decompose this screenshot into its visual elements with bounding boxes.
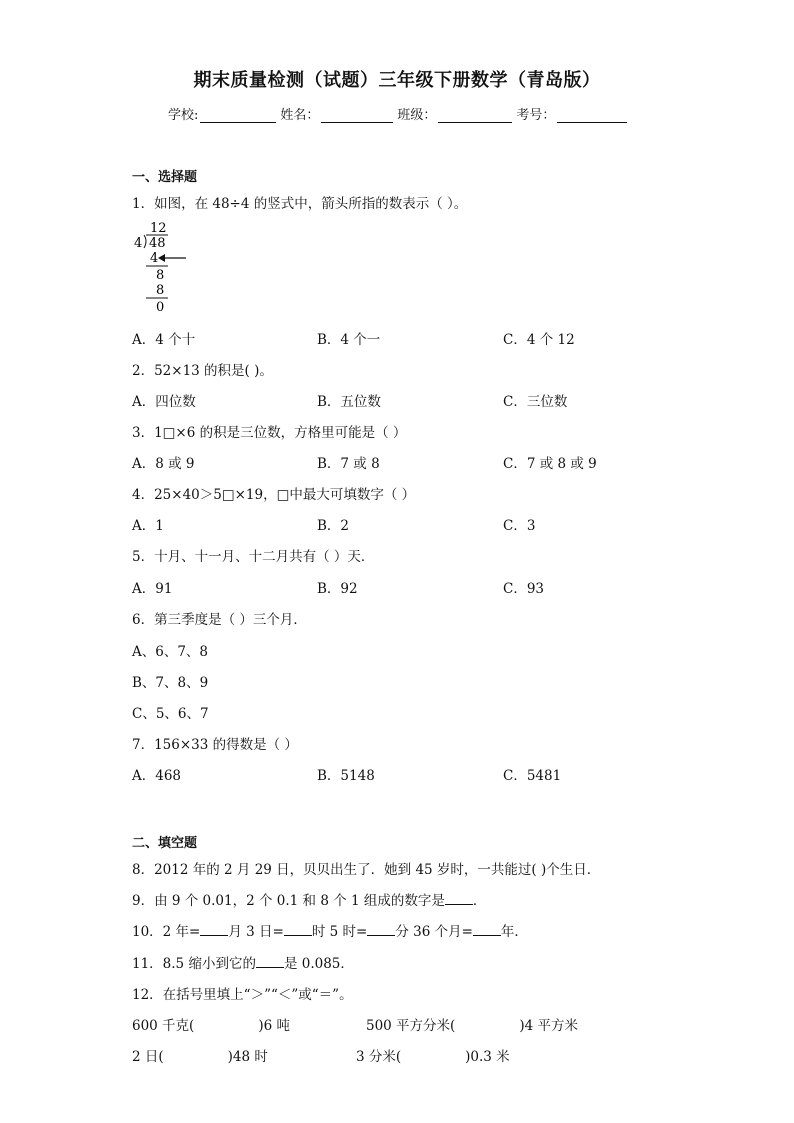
q7-option-b[interactable]: B．5148 — [317, 768, 375, 784]
q12-item-4-right: )0.3 米 — [465, 1049, 510, 1065]
section-heading-choice: 一、选择题 — [132, 170, 198, 185]
section-heading-fill: 二、填空题 — [132, 836, 198, 851]
quotient-text: 12 — [150, 221, 167, 236]
remainder-text: 0 — [156, 300, 165, 312]
q5-option-a[interactable]: A．91 — [132, 581, 173, 597]
q12-item-1 — [132, 1014, 290, 1034]
q3-option-b[interactable]: B．7 或 8 — [317, 456, 380, 472]
q12-item-2-right: )4 平方米 — [519, 1018, 578, 1034]
q9-blank[interactable] — [445, 892, 473, 905]
page-title: 期末质量检测（试题）三年级下册数学（青岛版） — [193, 70, 601, 91]
division-bracket — [144, 235, 146, 248]
school-blank[interactable] — [200, 108, 276, 123]
q12-item-4 — [356, 1045, 510, 1065]
question-12: 12．在括号里填上“＞”“＜”或“＝”。 — [132, 987, 353, 1003]
q5-option-c[interactable]: C．93 — [503, 581, 545, 597]
question-3: 3．1□×6 的积是三位数，方格里可能是（ ） — [132, 425, 407, 441]
q7-option-c[interactable]: C．5481 — [503, 768, 562, 784]
exam-number-label: 考号： — [516, 108, 556, 123]
q10-blank-2[interactable] — [284, 923, 312, 936]
question-4: 4．25×40＞5□×19，□中最大可填数字（ ） — [132, 487, 416, 503]
q7-option-a[interactable]: A．468 — [132, 768, 182, 784]
q6-option-b[interactable]: B、7、8、9 — [132, 675, 209, 691]
question-8: 8．2012 年的 2 月 29 日，贝贝出生了．她到 45 岁时，一共能过( )个生日． — [132, 862, 601, 878]
question-11 — [132, 952, 354, 972]
question-2: 2．52×13 的积是( )。 — [132, 363, 273, 379]
q3-option-c[interactable]: C．7 或 8 或 9 — [503, 456, 597, 472]
q12-item-1-left: 600 千克( — [132, 1018, 195, 1034]
step2b-text: 8 — [156, 283, 165, 298]
dividend-text: 48 — [149, 236, 166, 251]
q10-part-4: 分 36 个月= — [395, 924, 473, 940]
question-6: 6．第三季度是（ ）三个月． — [132, 612, 307, 628]
q2-option-a[interactable]: A．四位数 — [132, 394, 196, 410]
q11-blank[interactable] — [256, 955, 284, 968]
q10-blank-4[interactable] — [473, 923, 501, 936]
q2-option-c[interactable]: C．三位数 — [503, 394, 568, 410]
q10-blank-1[interactable] — [200, 923, 228, 936]
q12-item-3-left: 2 日( — [132, 1049, 164, 1065]
question-1: 1．如图，在 48÷4 的竖式中，箭头所指的数表示（ ）。 — [132, 196, 468, 212]
q1-option-c[interactable]: C．4 个 12 — [503, 332, 575, 348]
class-blank[interactable] — [438, 108, 512, 123]
q12-item-3 — [132, 1045, 268, 1065]
step1-text: 4 — [150, 251, 159, 266]
q10-part-2: 月 3 日= — [228, 924, 284, 940]
long-division-figure — [132, 220, 202, 312]
name-label: 姓名： — [280, 108, 320, 123]
q12-item-3-right: )48 时 — [227, 1049, 268, 1065]
step2a-text: 8 — [156, 268, 165, 283]
q10-blank-3[interactable] — [367, 923, 395, 936]
q3-option-a[interactable]: A．8 或 9 — [132, 456, 195, 472]
question-9 — [132, 889, 486, 909]
q5-option-b[interactable]: B．92 — [317, 581, 358, 597]
q10-part-1: 10．2 年= — [132, 924, 201, 940]
class-label: 班级： — [397, 108, 437, 123]
exam-number-blank[interactable] — [557, 108, 627, 123]
q11-text: 11．8.5 缩小到它的 — [132, 956, 256, 972]
q10-part-5: 年． — [500, 924, 528, 940]
arrow-icon — [158, 254, 165, 262]
question-10 — [132, 920, 528, 940]
q1-option-b[interactable]: B．4 个一 — [317, 332, 381, 348]
q12-item-2 — [366, 1014, 578, 1034]
school-label: 学校: — [168, 108, 199, 123]
question-7: 7．156×33 的得数是（ ） — [132, 737, 298, 753]
q2-option-b[interactable]: B．五位数 — [317, 394, 381, 410]
question-5: 5．十月、十一月、十二月共有（ ）天． — [132, 549, 375, 565]
q6-option-a[interactable]: A、6、7、8 — [132, 644, 209, 660]
q4-option-a[interactable]: A．1 — [132, 518, 164, 534]
name-blank[interactable] — [321, 108, 393, 123]
divisor-text: 4 — [134, 236, 143, 251]
q4-option-c[interactable]: C．3 — [503, 518, 536, 534]
q6-option-c[interactable]: C、5、6、7 — [132, 706, 209, 722]
q9-end: ． — [472, 893, 487, 909]
student-info-line — [168, 104, 631, 123]
q4-option-b[interactable]: B．2 — [317, 518, 350, 534]
q10-part-3: 时 5 时= — [311, 924, 368, 940]
q12-item-2-left: 500 平方分米( — [366, 1018, 456, 1034]
q12-item-1-right: )6 吨 — [258, 1018, 290, 1034]
q9-text: 9．由 9 个 0.01，2 个 0.1 和 8 个 1 组成的数字是 — [132, 893, 445, 909]
q12-item-4-left: 3 分米( — [356, 1049, 402, 1065]
q11-end: 是 0.085． — [283, 956, 354, 972]
q1-option-a[interactable]: A．4 个十 — [132, 332, 196, 348]
